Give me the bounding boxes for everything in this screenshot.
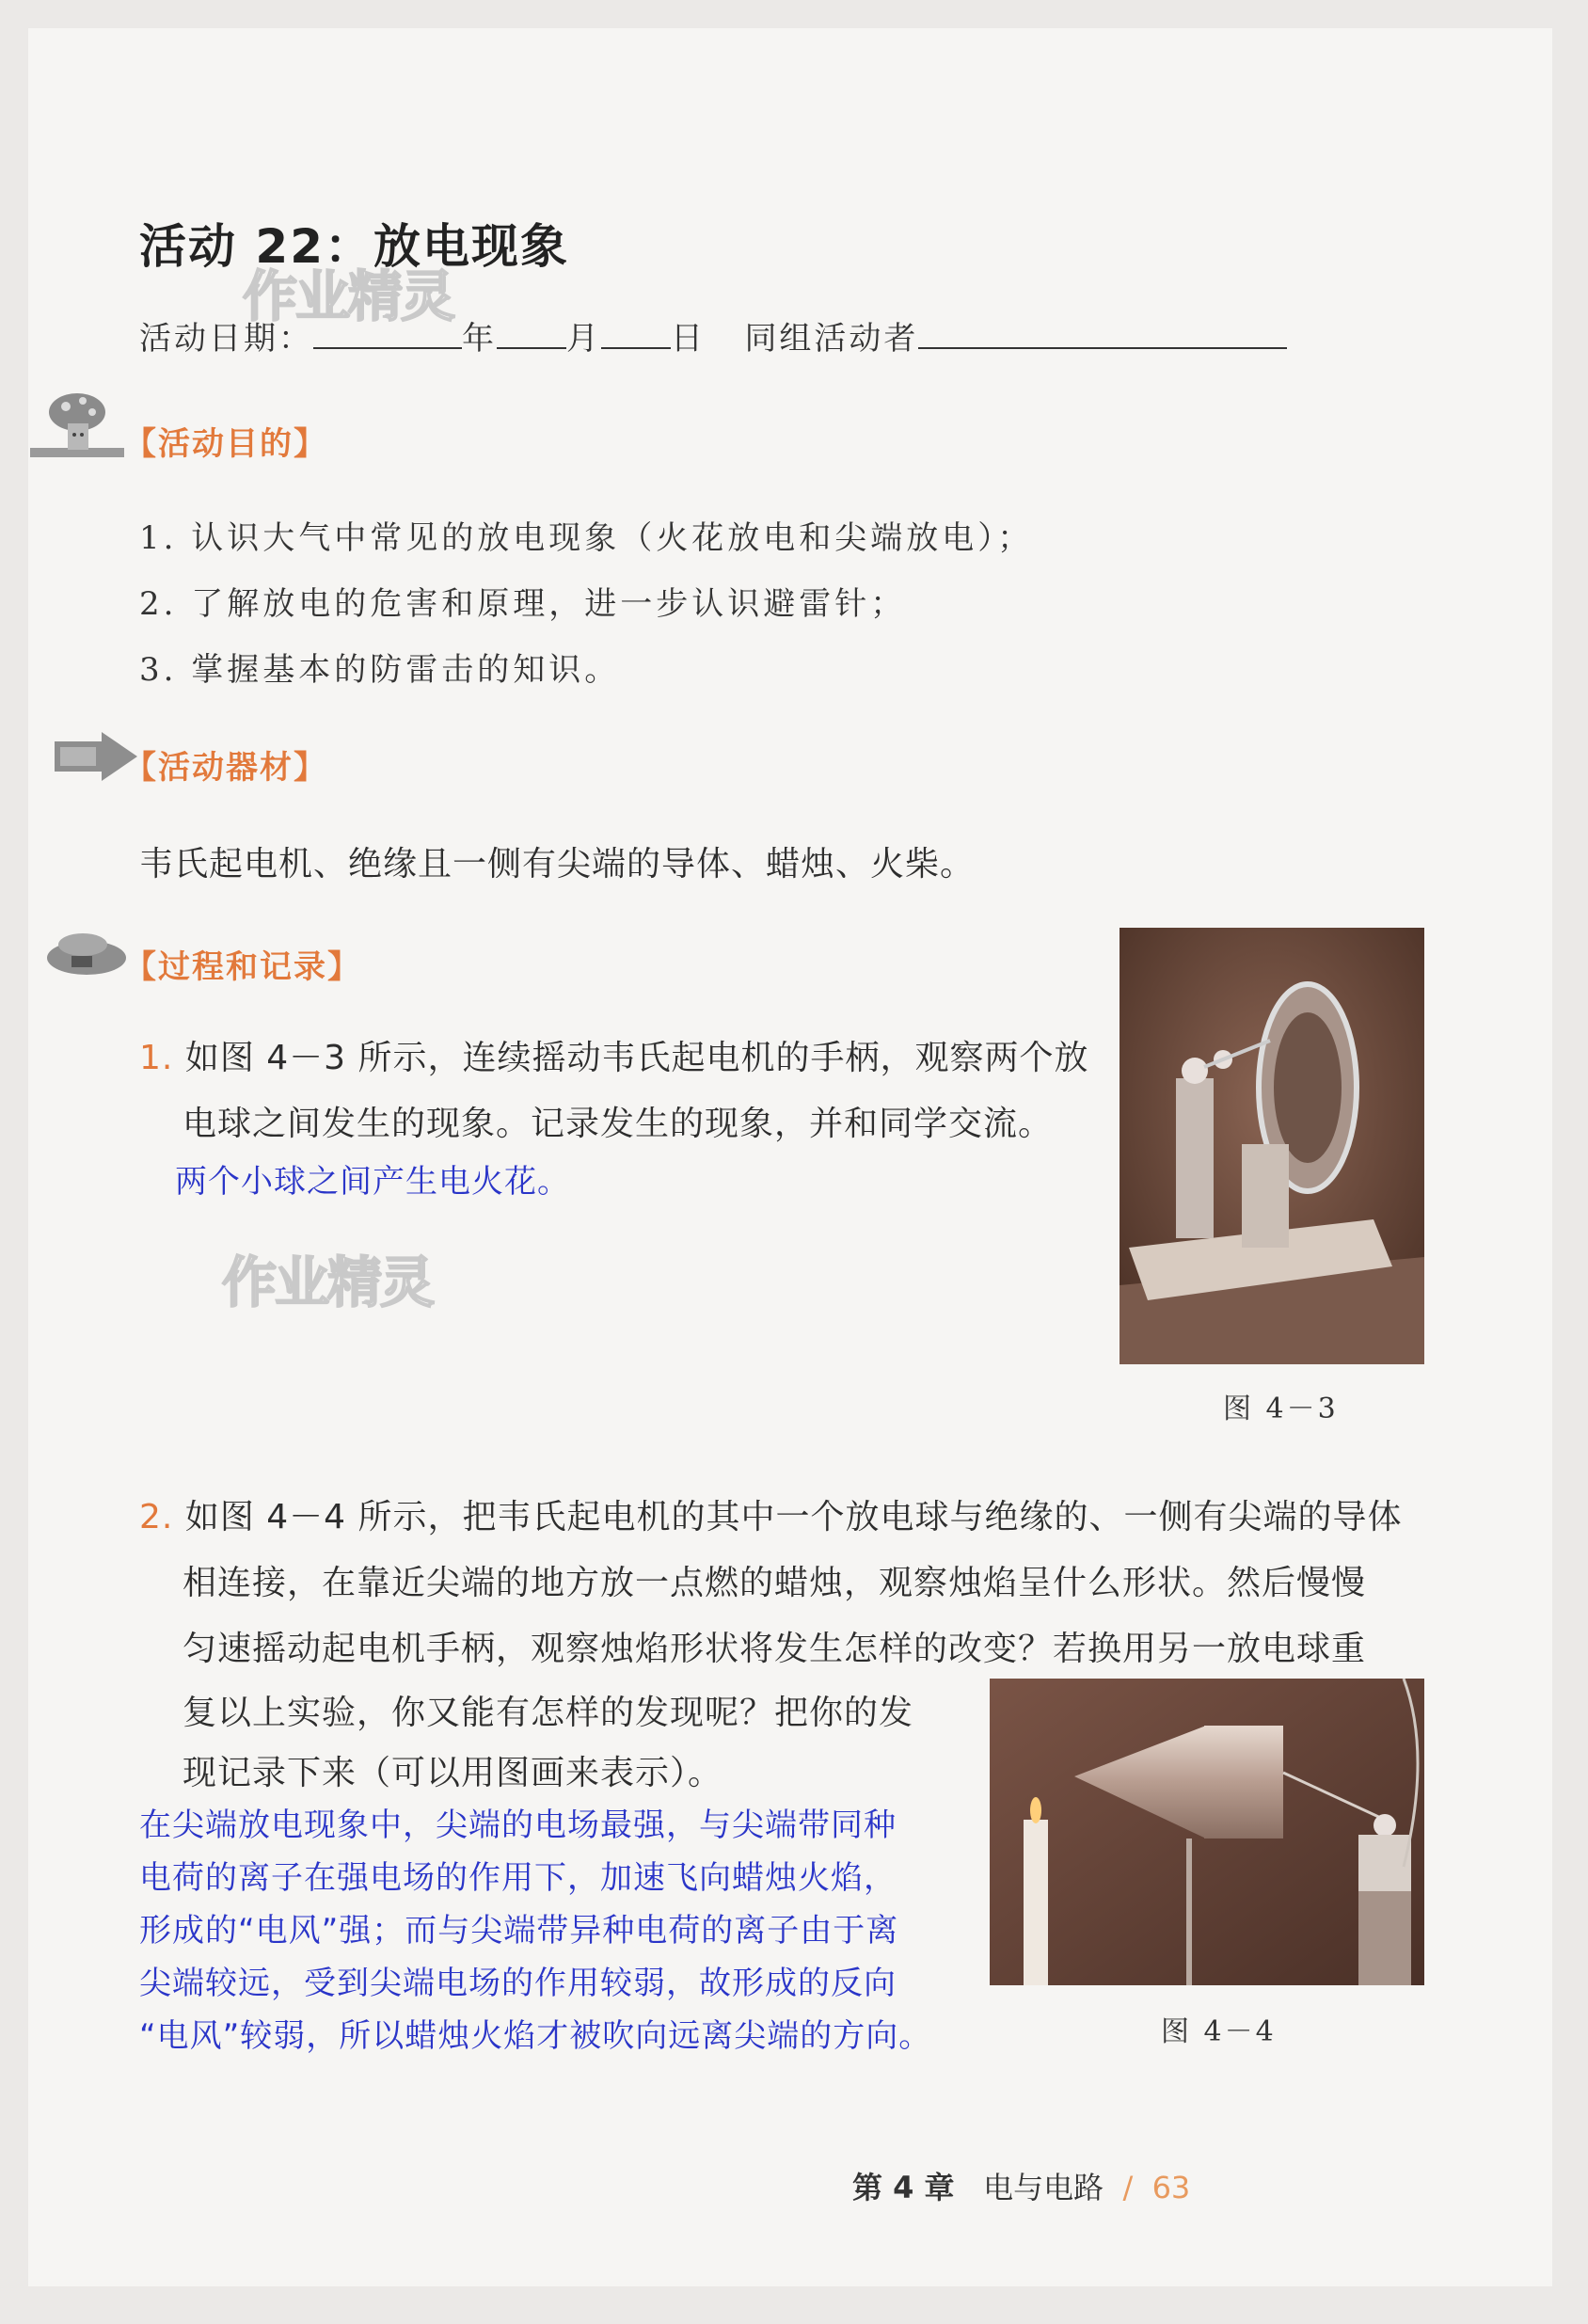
footer-separator: / bbox=[1122, 2170, 1134, 2205]
step2-line4: 复以上实验，你又能有怎样的发现呢？把你的发 bbox=[183, 1694, 914, 1732]
step2-answer-line4: 尖端较远，受到尖端电场的作用较弱，故形成的反向 bbox=[139, 1965, 897, 2002]
section-head-process: 【过程和记录】 bbox=[124, 948, 361, 986]
year-blank[interactable] bbox=[313, 323, 462, 349]
page-title: 活动 22：放电现象 bbox=[139, 219, 569, 274]
step2-line3: 匀速摇动起电机手柄，观察烛焰形状将发生怎样的改变？若换用另一放电球重 bbox=[183, 1630, 1367, 1668]
step2-line5: 现记录下来（可以用图画来表示）。 bbox=[183, 1754, 723, 1792]
day-label: 日 bbox=[671, 320, 706, 358]
figure-4-4-photo bbox=[990, 1679, 1424, 1985]
step2-answer-line3: 形成的“电风”强；而与尖端带异种电荷的离子由于离 bbox=[139, 1912, 899, 1950]
month-blank[interactable] bbox=[497, 323, 566, 349]
step2-answer-line5: “电风”较弱，所以蜡烛火焰才被吹向远离尖端的方向。 bbox=[139, 2017, 932, 2055]
footer-page-number: 63 bbox=[1151, 2170, 1191, 2205]
year-label: 年 bbox=[462, 320, 497, 358]
partner-label: 同组活动者 bbox=[744, 320, 919, 358]
step1-line1: 1. 如图 4－3 所示，连续摇动韦氏起电机的手柄，观察两个放 bbox=[139, 1039, 1089, 1077]
month-label: 月 bbox=[566, 320, 601, 358]
step1-answer: 两个小球之间产生电火花。 bbox=[175, 1163, 570, 1201]
figure-4-3-caption: 图 4－3 bbox=[1223, 1393, 1339, 1425]
purpose-item-2: 2. 了解放电的危害和原理，进一步认识避雷针； bbox=[139, 585, 907, 623]
step2-number: 2. bbox=[139, 1498, 174, 1536]
figure-4-4-caption: 图 4－4 bbox=[1161, 2015, 1277, 2048]
watermark: 作业精灵 bbox=[243, 264, 454, 328]
section-head-materials: 【活动器材】 bbox=[124, 749, 327, 787]
watermark-2: 作业精灵 bbox=[222, 1250, 434, 1314]
footer-chapter-title: 电与电路 bbox=[983, 2170, 1104, 2205]
date-label: 活动日期： bbox=[139, 320, 313, 358]
purpose-item-1: 1. 认识大气中常见的放电现象（火花放电和尖端放电）； bbox=[139, 519, 1034, 557]
step2-answer-line2: 电荷的离子在强电场的作用下，加速飞向蜡烛火焰， bbox=[139, 1859, 897, 1897]
figure-4-3-photo bbox=[1120, 928, 1424, 1364]
step1-number: 1. bbox=[139, 1039, 174, 1077]
step2-line2: 相连接，在靠近尖端的地方放一点燃的蜡烛，观察烛焰呈什么形状。然后慢慢 bbox=[183, 1564, 1367, 1602]
step2-answer-line1: 在尖端放电现象中，尖端的电场最强，与尖端带同种 bbox=[139, 1807, 897, 1844]
section-head-purpose: 【活动目的】 bbox=[124, 425, 327, 463]
mushroom-icon bbox=[30, 386, 124, 461]
step1-line2: 电球之间发生的现象。记录发生的现象，并和同学交流。 bbox=[183, 1105, 1054, 1143]
purpose-item-3: 3. 掌握基本的防雷击的知识。 bbox=[139, 651, 621, 689]
partner-blank[interactable] bbox=[918, 323, 1287, 349]
footer-chapter: 第 4 章 bbox=[852, 2170, 955, 2205]
date-line bbox=[139, 312, 1287, 358]
page-footer bbox=[852, 2164, 1190, 2207]
step2-line1: 2. 如图 4－4 所示，把韦氏起电机的其中一个放电球与绝缘的、一侧有尖端的导体 bbox=[139, 1498, 1403, 1536]
materials-text: 韦氏起电机、绝缘且一侧有尖端的导体、蜡烛、火柴。 bbox=[139, 845, 976, 883]
day-blank[interactable] bbox=[601, 323, 671, 349]
rock-icon bbox=[45, 924, 128, 979]
